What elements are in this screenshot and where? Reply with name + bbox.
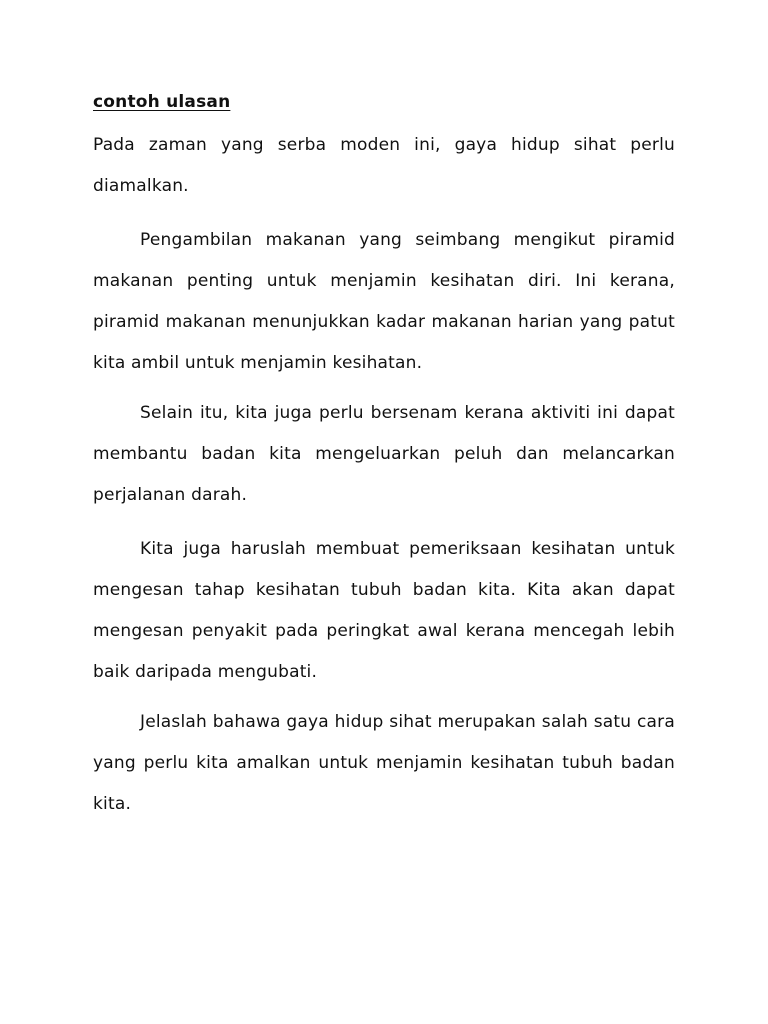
paragraph-checkup: Kita juga haruslah membuat pemeriksaan kesihatan untuk mengesan tahap kesihatan tubuh badan kita. Kita akan dapat mengesan penyakit pada peringkat awal kerana mencegah lebih baik daripada mengubati. bbox=[93, 539, 675, 682]
paragraph-intro: Pada zaman yang serba moden ini, gaya hidup sihat perlu diamalkan. bbox=[93, 135, 675, 196]
document-title: contoh ulasan bbox=[93, 92, 231, 112]
paragraph-conclusion: Jelaslah bahawa gaya hidup sihat merupakan salah satu cara yang perlu kita amalkan untuk menjamin kesihatan tubuh badan kita. bbox=[93, 712, 675, 814]
paragraph-diet: Pengambilan makanan yang seimbang mengikut piramid makanan penting untuk menjamin kesihatan diri. Ini kerana, piramid makanan menunjukkan kadar makanan harian yang patut kita ambil untuk menjamin kesihatan. bbox=[93, 230, 675, 373]
paragraph-exercise: Selain itu, kita juga perlu bersenam kerana aktiviti ini dapat membantu badan kita mengeluarkan peluh dan melancarkan perjalanan darah. bbox=[93, 403, 675, 505]
